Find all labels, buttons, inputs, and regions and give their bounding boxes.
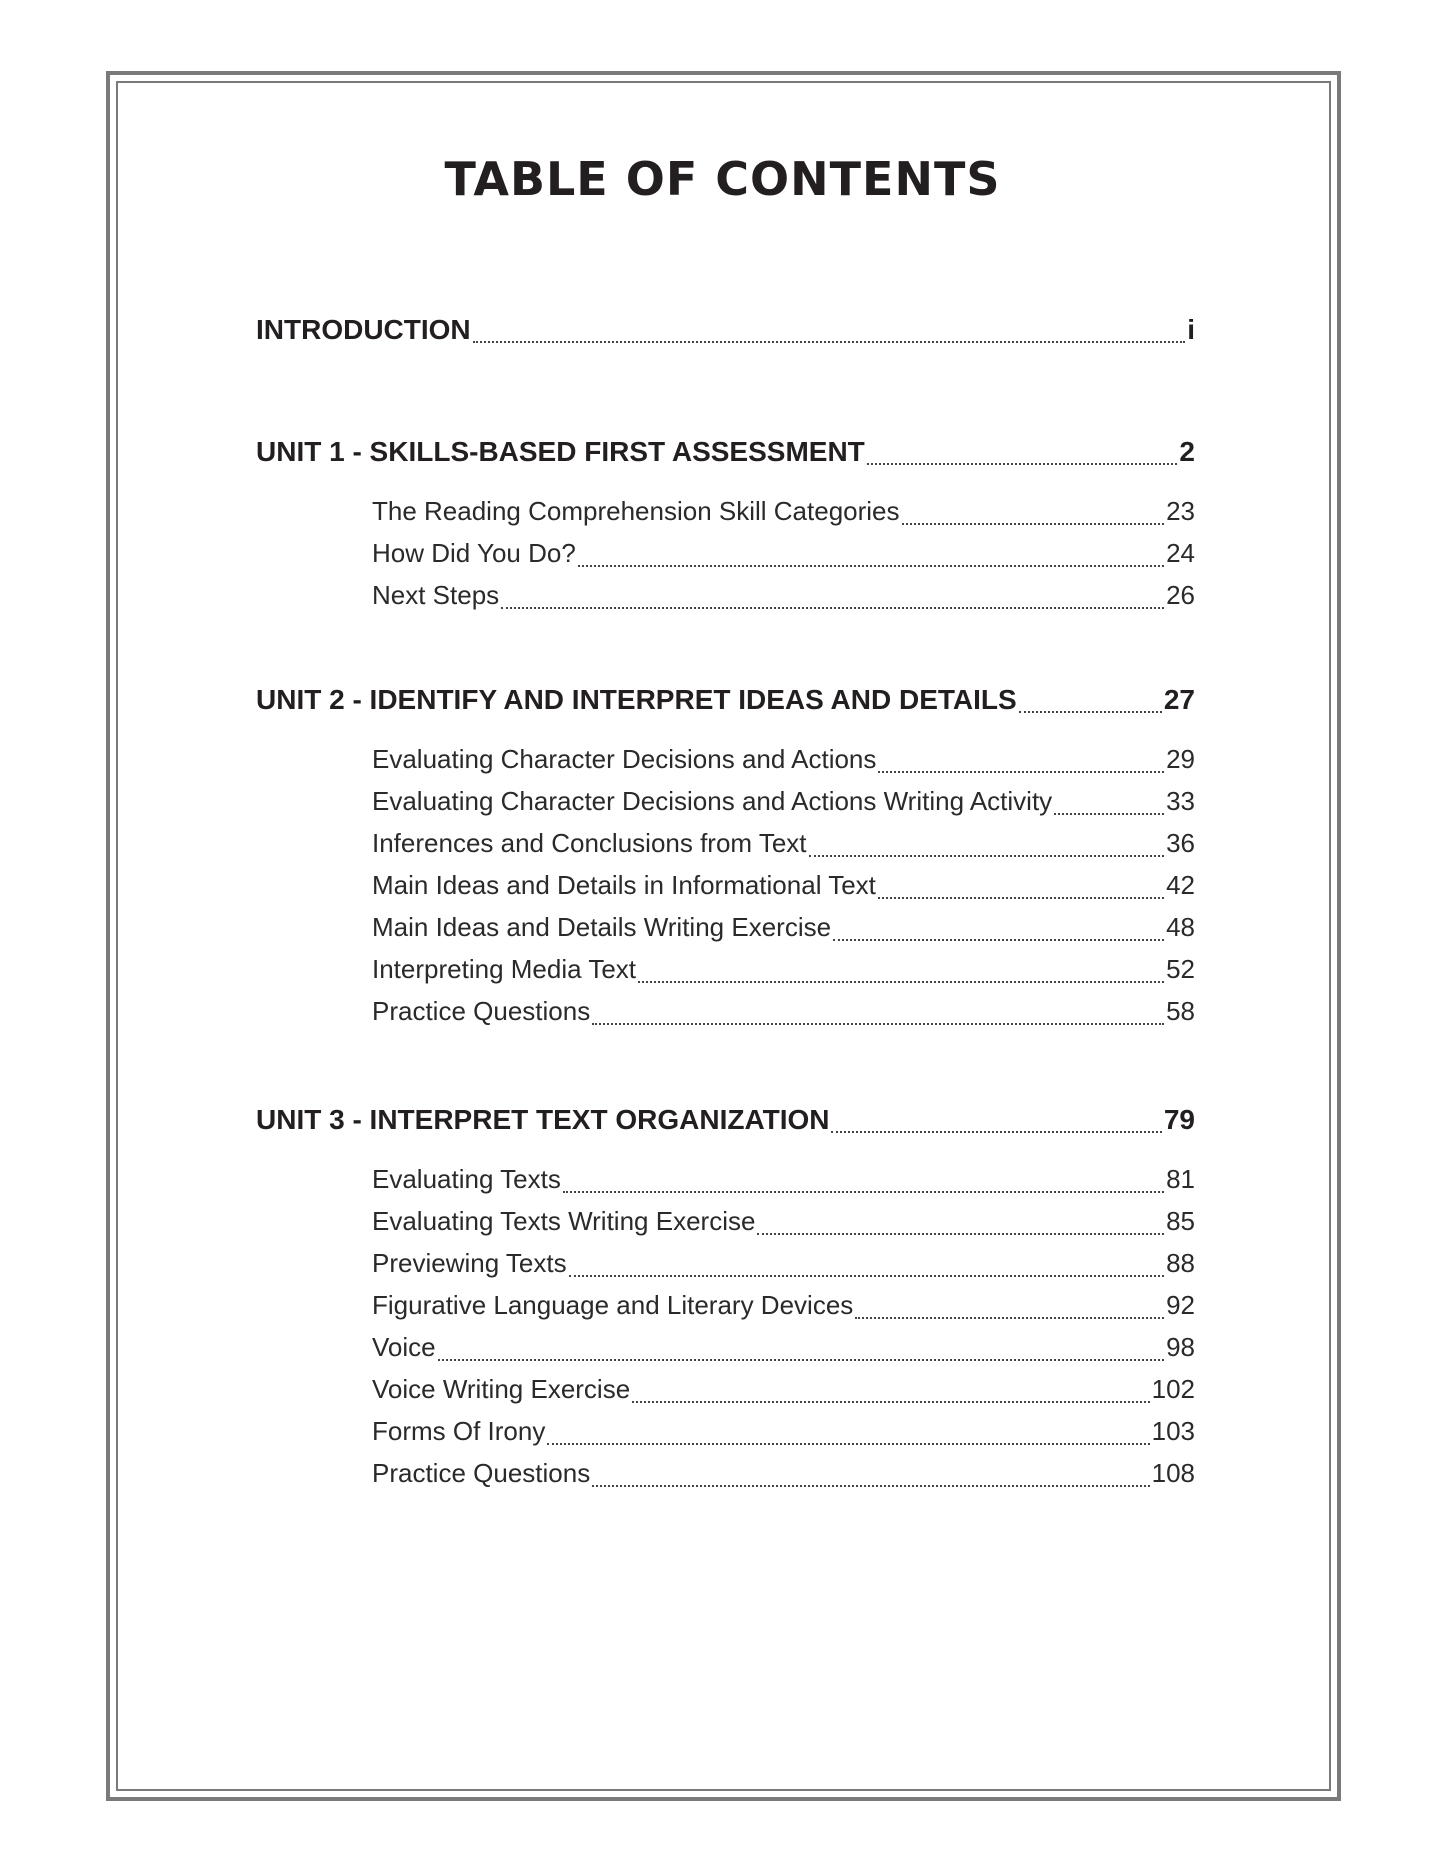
dot-leader: [757, 1233, 1164, 1235]
toc-subentry-page: 42: [1166, 870, 1195, 900]
toc-subentry[interactable]: [372, 1159, 1195, 1195]
toc-subentry[interactable]: [372, 491, 1195, 527]
dot-leader: [638, 981, 1164, 983]
toc-subentry-page: 26: [1166, 580, 1195, 610]
toc-subentry-page: 108: [1151, 1458, 1195, 1488]
toc-subentry-label: Inferences and Conclusions from Text: [372, 828, 807, 858]
toc-entry-unit-2[interactable]: [256, 676, 1195, 716]
dot-leader: [855, 1317, 1164, 1319]
toc-subentry[interactable]: [372, 1243, 1195, 1279]
toc-entry-page: 79: [1163, 1104, 1195, 1135]
toc-entry-introduction[interactable]: [256, 306, 1195, 346]
toc-subentry-page: 52: [1166, 954, 1195, 984]
toc-subentry-label: Practice Questions: [372, 996, 591, 1026]
toc-subentry-label: Main Ideas and Details in Informational Text: [372, 870, 876, 900]
toc-subentry-page: 29: [1166, 744, 1195, 774]
toc-subentry-page: 103: [1151, 1416, 1195, 1446]
toc-subentry-label: The Reading Comprehension Skill Categories: [372, 496, 900, 526]
toc-subentry-label: Practice Questions: [372, 1458, 591, 1488]
dot-leader: [833, 939, 1164, 941]
dot-leader: [547, 1443, 1149, 1445]
toc-subentry[interactable]: [372, 1327, 1195, 1363]
toc-subentry[interactable]: [372, 533, 1195, 569]
dot-leader: [809, 855, 1165, 857]
dot-leader: [632, 1401, 1149, 1403]
dot-leader: [831, 1131, 1161, 1133]
toc-subentry-page: 58: [1166, 996, 1195, 1026]
toc-subentry[interactable]: [372, 1453, 1195, 1489]
dot-leader: [569, 1275, 1164, 1277]
toc-entry-page: 27: [1163, 684, 1195, 715]
toc-entry-label: UNIT 1 - SKILLS-BASED FIRST ASSESSMENT: [256, 436, 865, 467]
toc-subentry-label: Main Ideas and Details Writing Exercise: [372, 912, 832, 942]
dot-leader: [563, 1191, 1164, 1193]
toc-subentry-label: Interpreting Media Text: [372, 954, 636, 984]
toc-subentry-label: Evaluating Character Decisions and Actions: [372, 744, 877, 774]
dot-leader: [592, 1485, 1149, 1487]
dot-leader: [501, 607, 1164, 609]
toc-entry-unit-3[interactable]: [256, 1096, 1195, 1136]
toc-subentry[interactable]: [372, 823, 1195, 859]
toc-subentry[interactable]: [372, 1201, 1195, 1237]
toc-subentry-label: Next Steps: [372, 580, 500, 610]
toc-subentry[interactable]: [372, 1285, 1195, 1321]
toc-subentry-page: 33: [1166, 786, 1195, 816]
toc-subentry-label: Previewing Texts: [372, 1248, 567, 1278]
toc-subentry-page: 88: [1166, 1248, 1195, 1278]
dot-leader: [867, 463, 1178, 465]
toc-subentry-page: 23: [1166, 496, 1195, 526]
dot-leader: [473, 341, 1186, 343]
dot-leader: [578, 565, 1164, 567]
toc-subentry[interactable]: [372, 991, 1195, 1027]
toc-subentry-page: 102: [1151, 1374, 1195, 1404]
toc-subentry[interactable]: [372, 781, 1195, 817]
dot-leader: [878, 771, 1164, 773]
toc-subentry[interactable]: [372, 1411, 1195, 1447]
toc-subentry[interactable]: [372, 1369, 1195, 1405]
dot-leader: [592, 1023, 1164, 1025]
toc-subentry-label: Voice Writing Exercise: [372, 1374, 631, 1404]
toc-subentry-page: 98: [1166, 1332, 1195, 1362]
toc-entry-label: UNIT 2 - IDENTIFY AND INTERPRET IDEAS AND DETAILS: [256, 684, 1017, 715]
dot-leader: [902, 523, 1165, 525]
toc-entry-page: i: [1187, 314, 1195, 345]
toc-subentry-page: 92: [1166, 1290, 1195, 1320]
toc-subentry-label: Forms Of Irony: [372, 1416, 546, 1446]
toc-subentry-page: 24: [1166, 538, 1195, 568]
toc-subentry-label: Evaluating Character Decisions and Actions Writing Activity: [372, 786, 1053, 816]
dot-leader: [878, 897, 1164, 899]
toc-entry-unit-1[interactable]: [256, 428, 1195, 468]
dot-leader: [1019, 711, 1162, 713]
toc-subentry[interactable]: [372, 739, 1195, 775]
toc-subentry[interactable]: [372, 907, 1195, 943]
toc-entry-label: UNIT 3 - INTERPRET TEXT ORGANIZATION: [256, 1104, 830, 1135]
toc-subentry-label: Evaluating Texts: [372, 1164, 561, 1194]
page-title: TABLE OF CONTENTS: [444, 152, 1001, 206]
toc-subentry-label: Voice: [372, 1332, 436, 1362]
toc-subentry-page: 48: [1166, 912, 1195, 942]
toc-subentry-label: How Did You Do?: [372, 538, 576, 568]
toc-subentry-page: 36: [1166, 828, 1195, 858]
toc-subentry-label: Evaluating Texts Writing Exercise: [372, 1206, 756, 1236]
toc-subentry[interactable]: [372, 575, 1195, 611]
toc-subentry[interactable]: [372, 949, 1195, 985]
toc-subentry-label: Figurative Language and Literary Devices: [372, 1290, 854, 1320]
toc-subentry[interactable]: [372, 865, 1195, 901]
toc-subentry-page: 81: [1166, 1164, 1195, 1194]
dot-leader: [1054, 813, 1164, 815]
toc-entry-label: INTRODUCTION: [256, 314, 471, 345]
dot-leader: [438, 1359, 1164, 1361]
toc-entry-page: 2: [1179, 436, 1195, 467]
toc-subentry-page: 85: [1166, 1206, 1195, 1236]
